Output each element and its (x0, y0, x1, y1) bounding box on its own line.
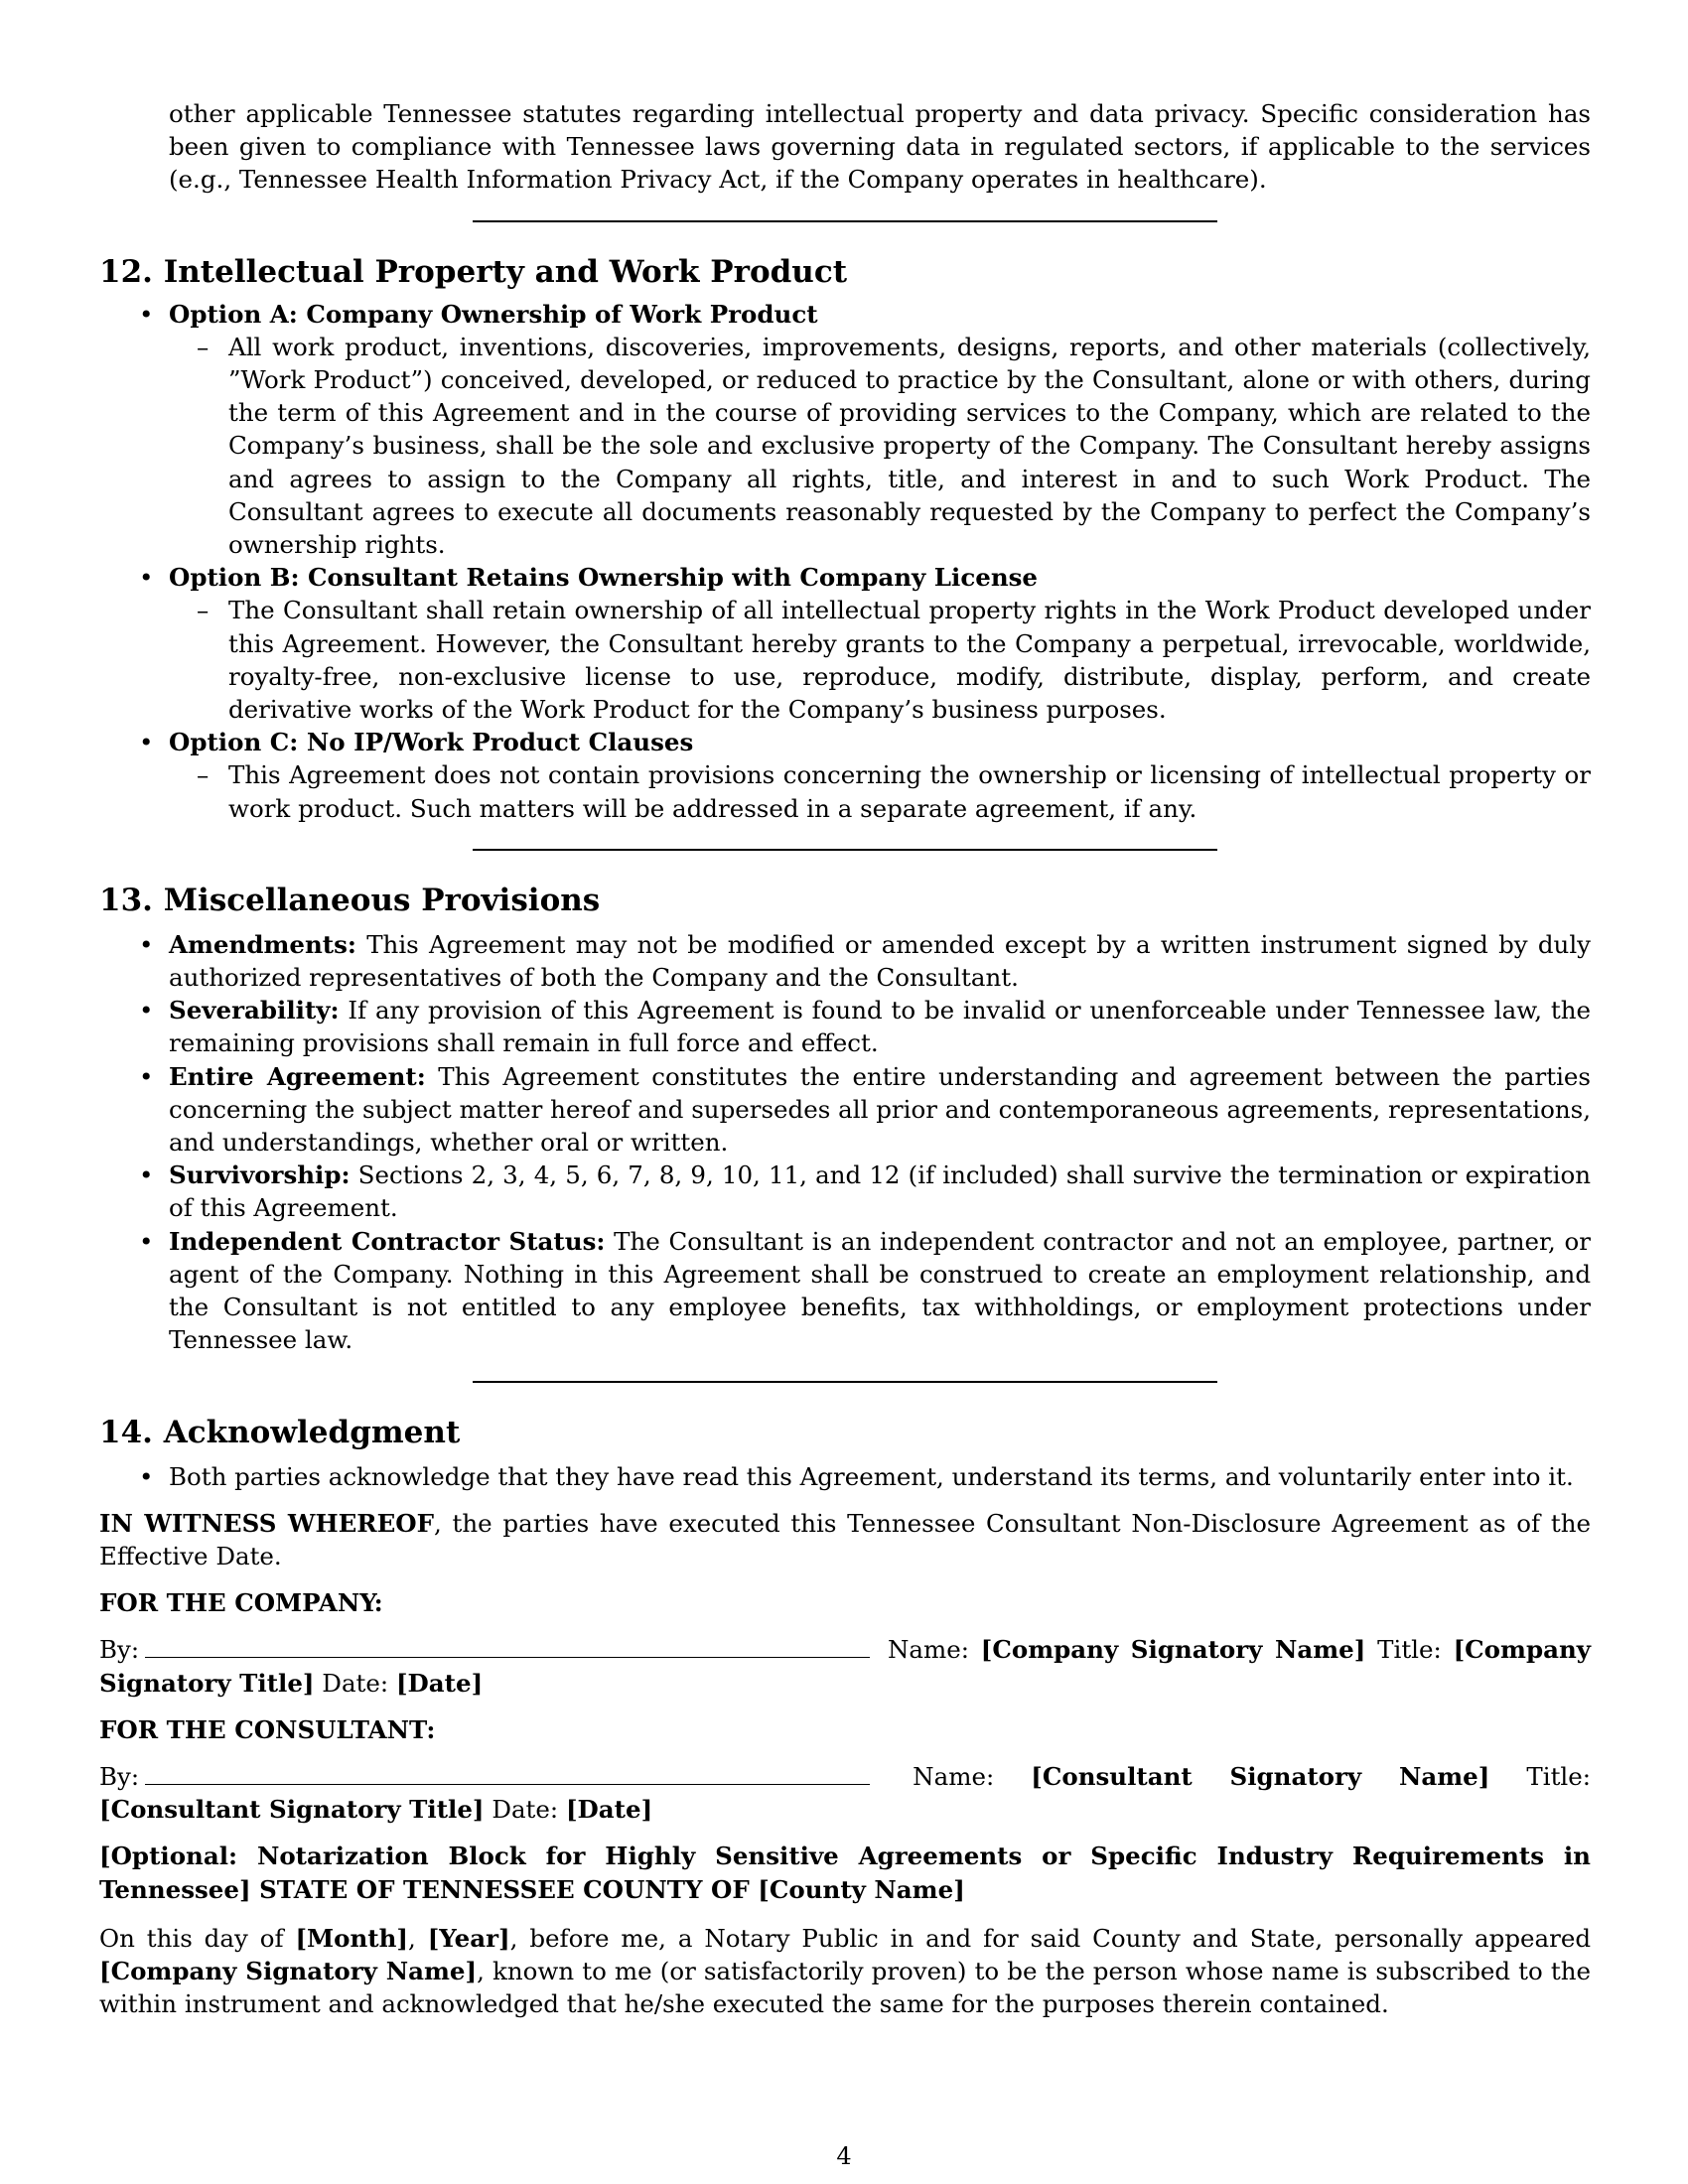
company-signature-block (99, 1633, 1591, 1699)
provision-text: If any provision of this Agreement is found to be invalid or unenforceable under Tennessee law, the remaining provisions shall remain in full force and effect. (169, 996, 1591, 1058)
option-c-title: Option C: No IP/Work Product Clauses (169, 728, 694, 757)
page-number: 4 (836, 2142, 852, 2170)
provision-label: Severability: (169, 996, 340, 1025)
ip-options-list (99, 298, 1591, 825)
company-date: [Date] (395, 1668, 484, 1698)
section-13-heading: 13. Miscellaneous Provisions (99, 882, 601, 918)
notary-signatory: [Company Signatory Name] (99, 1956, 478, 1985)
notary-year: [Year] (427, 1923, 510, 1953)
provision-text: Sections 2, 3, 4, 5, 6, 7, 8, 9, 10, 11, and 12 (if included) shall survive the termination or expiration of this Agreement. (169, 1160, 1591, 1223)
company-heading: FOR THE COMPANY: (99, 1588, 383, 1618)
list-item: • Both parties acknowledge that they have read this Agreement, understand its terms, and voluntarily enter into it. (99, 1460, 1591, 1493)
section-14-heading: 14. Acknowledgment (99, 1414, 461, 1450)
notary-month: [Month] (295, 1923, 409, 1953)
document-page (99, 97, 1591, 2020)
list-item (99, 1159, 1591, 1224)
name-label: Name: (887, 1635, 969, 1665)
name-label: Name: (913, 1761, 995, 1791)
list-item (99, 298, 1591, 562)
consultant-signatory-name: [Consultant Signatory Name] (1031, 1761, 1490, 1791)
provision-label: Amendments: (169, 929, 356, 959)
list-item (99, 994, 1591, 1059)
consultant-signature-line[interactable] (145, 1762, 870, 1785)
option-a-title: Option A: Company Ownership of Work Product (169, 299, 818, 329)
notary-paragraph (99, 1922, 1591, 2021)
list-item (99, 928, 1591, 994)
provision-label: Survivorship: (169, 1160, 351, 1190)
company-signatory-title: [Company Signatory Title] (99, 1635, 1592, 1698)
provision-text: The Consultant is an independent contractor and not an employee, partner, or agent of the Company. Nothing in this Agreement shall be construed to create an employment relationship, and the Consultant is not entitled to any employee benefits, tax withholdings, or employment protections under Tennessee law. (169, 1226, 1591, 1355)
acknowledgment-list (99, 1460, 1591, 1493)
section-12-heading: 12. Intellectual Property and Work Product (99, 253, 848, 290)
by-label: By: (99, 1761, 140, 1791)
intro-paragraph: other applicable Tennessee statutes regarding intellectual property and data privacy. Specific consideration has been given to compliance with Tennessee laws governing data in regulated sectors, if applicable to the services (e.g., Tennessee Health Information Privacy Act, if the Company operates in healthcare). (169, 99, 1591, 195)
by-label: By: (99, 1635, 140, 1665)
list-item (99, 1060, 1591, 1160)
notary-text: On this day of (99, 1923, 296, 1953)
title-label: Title: (1526, 1761, 1592, 1791)
notarization-heading: [Optional: Notarization Block for Highly Sensitive Agreements or Specific Industry Requirements in Tennessee] STATE OF TENNESSEE COUNTY OF [County Name] (99, 1842, 1591, 1904)
consultant-signatory-title: [Consultant Signatory Title] (99, 1795, 485, 1825)
title-label: Title: (1377, 1635, 1442, 1665)
option-c-text: – This Agreement does not contain provisions concerning the ownership or licensing of intellectual property or work product. Such matters will be addressed in a separate agreement, if any. (169, 758, 1591, 824)
list-item (99, 1225, 1591, 1357)
list-item (99, 561, 1591, 726)
option-b-text: – The Consultant shall retain ownership of all intellectual property rights in the Work Product developed under this Agreement. However, the Consultant hereby grants to the Company a perpetual, irrevocable, worldwide, royalty-free, non-exclusive license to use, reproduce, modify, distribute, display, perform, and create derivative works of the Work Product for the Company’s business purposes. (169, 594, 1591, 726)
date-label: Date: (492, 1795, 559, 1825)
option-b-title: Option B: Consultant Retains Ownership with Company License (169, 563, 1039, 593)
company-signature-line[interactable] (145, 1635, 870, 1658)
misc-provisions-list (99, 928, 1591, 1357)
provision-text: This Agreement constitutes the entire understanding and agreement between the parties concerning the subject matter hereof and supersedes all prior and contemporaneous agreements, representations, and understandings, whether oral or written. (169, 1061, 1591, 1158)
notary-text: , known to me (or satisfactorily proven) to be the person whose name is subscribed to the within instrument and acknowledged that he/she executed the same for the purposes therein contained. (99, 1956, 1592, 2019)
list-item (99, 726, 1591, 825)
witness-text: , the parties have executed this Tennessee Consultant Non-Disclosure Agreement as of the Effective Date. (99, 1508, 1591, 1570)
consultant-date: [Date] (565, 1795, 653, 1825)
notary-text: , (408, 1923, 428, 1953)
witness-label: IN WITNESS WHEREOF (99, 1508, 435, 1538)
provision-label: Entire Agreement: (169, 1061, 426, 1091)
consultant-signature-block (99, 1760, 1591, 1826)
option-a-text: – All work product, inventions, discoveries, improvements, designs, reports, and other materials (collectively, ”Work Product”) conceived, developed, or reduced to practice by the Consultant, alone or with others, during the term of this Agreement and in the course of providing services to the Company, which are related to the Company’s business, shall be the sole and exclusive property of the Company. The Consultant hereby assigns and agrees to assign to the Company all rights, title, and interest in and to such Work Product. The Consultant agrees to execute all documents reasonably requested by the Company to perfect the Company’s ownership rights. (169, 331, 1591, 561)
witness-paragraph (99, 1507, 1591, 1572)
provision-text: This Agreement may not be modified or amended except by a written instrument signed by duly authorized representatives of both the Company and the Consultant. (169, 929, 1591, 993)
notary-text: , before me, a Notary Public in and for said County and State, personally appeared (509, 1923, 1592, 1953)
company-signatory-name: [Company Signatory Name] (980, 1635, 1366, 1665)
consultant-heading: FOR THE CONSULTANT: (99, 1714, 436, 1744)
date-label: Date: (322, 1668, 389, 1698)
provision-label: Independent Contractor Status: (169, 1226, 606, 1256)
